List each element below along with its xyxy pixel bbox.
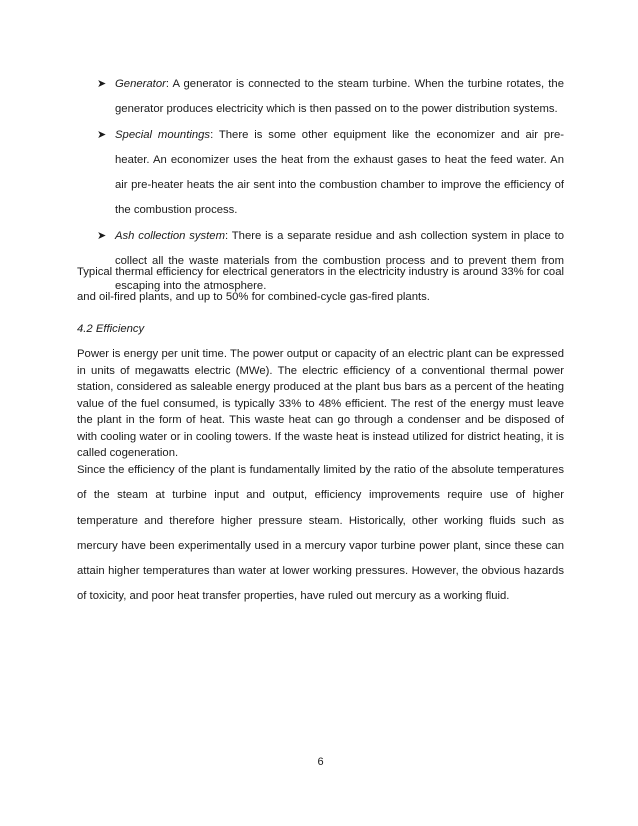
arrow-bullet-icon: ➤ — [97, 78, 107, 90]
bullet-item-generator — [77, 72, 564, 123]
bullet-text: : A generator is connected to the steam turbine. When the turbine rotates, the generator produces electricity which is then passed on to the power distribution systems. — [115, 78, 564, 116]
bullet-item-special-mountings — [77, 123, 564, 224]
page-number: 6 — [317, 756, 324, 768]
section-heading: 4.2 Efficiency — [77, 323, 145, 335]
paragraph-power: Power is energy per unit time. The power output or capacity of an electric plant can be expressed in units of megawatts electric (MWe). The electric efficiency of a conventional thermal power station, considered as saleable energy produced at the plant bus bars as a percent of the heating value of the fuel consumed, is typically 33% to 48% efficient. The rest of the energy must leave the plant in the form of heat. This waste heat can go through a condenser and be disposed of with cooling water or in cooling towers. If the waste heat is instead utilized for district heating, it is called cogeneration. — [77, 348, 564, 459]
bullet-term: Ash collection system — [115, 229, 225, 242]
bullet-text: : There is a separate residue and ash collection system in place to collect all the waste materials from the combustion process and to prevent them from escaping into the atmosphere. — [115, 229, 564, 293]
arrow-bullet-icon: ➤ — [97, 229, 107, 242]
arrow-bullet-icon: ➤ — [97, 128, 107, 141]
bullet-text: : There is some other equipment like the economizer and air pre-heater. An economizer uses the heat from the exhaust gases to heat the feed water. An air pre-heater heats the air sent into the combustion chamber to improve the efficiency of the combustion process. — [115, 128, 564, 217]
document-page — [77, 0, 564, 826]
bullet-term: Generator — [115, 78, 166, 90]
paragraph-thermal-efficiency: Typical thermal efficiency for electrical generators in the electricity industry is around 33% for coal and oil-fired plants, and up to 50% for combined-cycle gas-fired plants. — [77, 266, 564, 304]
bullet-term: Special mountings — [115, 128, 211, 141]
paragraph-efficiency-limits: Since the efficiency of the plant is fundamentally limited by the ratio of the absolute temperatures of the steam at turbine input and output, efficiency improvements require use of higher temperature and therefore higher pressure steam. Historically, other working fluids such as mercury have been experimentally used in a mercury vapor turbine power plant, since these can attain higher temperatures than water at lower working pressures. However, the obvious hazards of toxicity, and poor heat transfer properties, have ruled out mercury as a working fluid. — [77, 464, 564, 603]
